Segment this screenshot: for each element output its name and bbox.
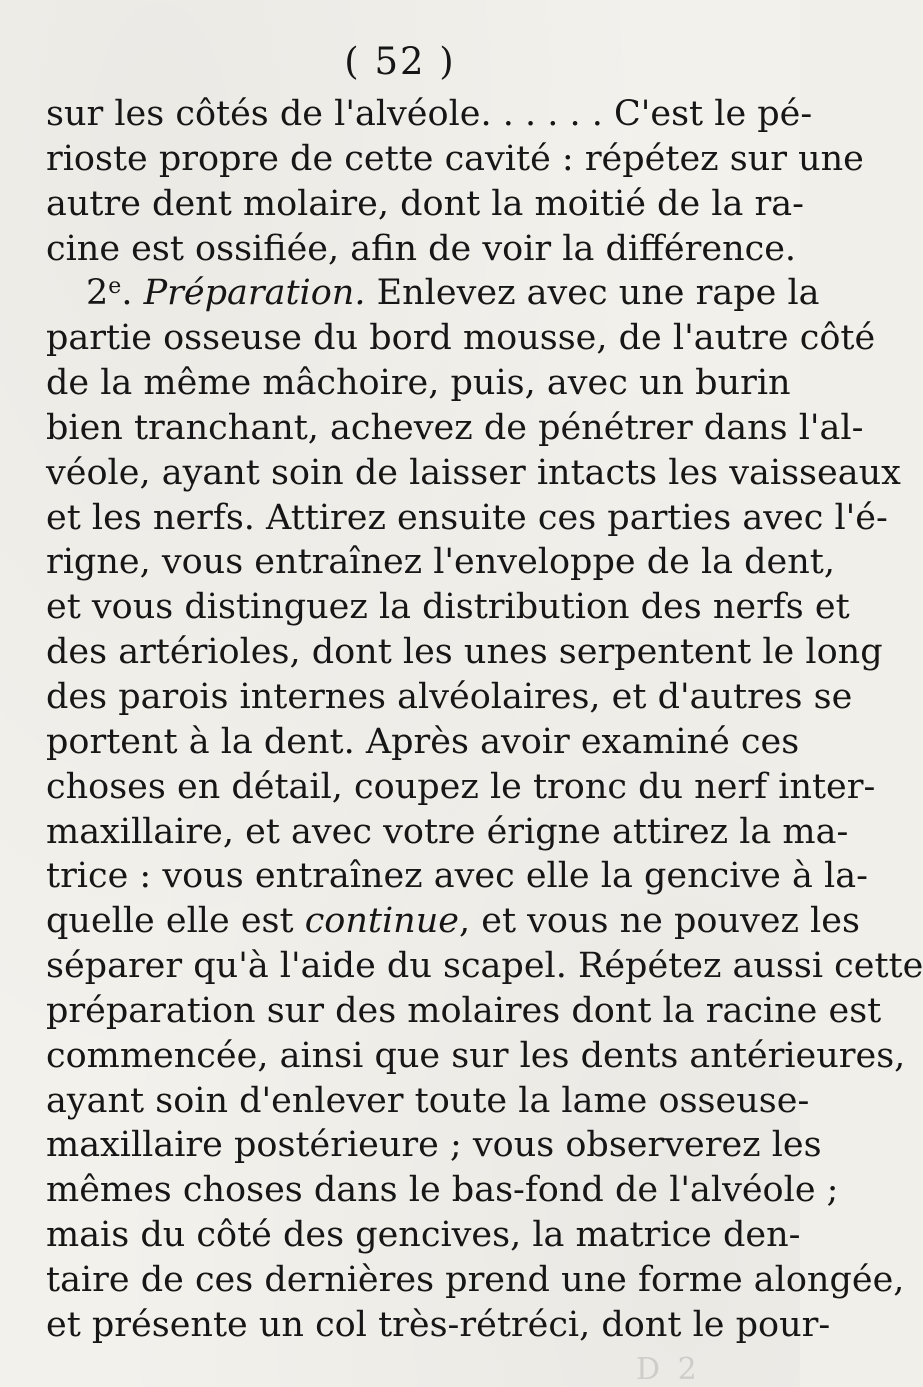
section-title: Préparation.	[143, 273, 366, 314]
section-number-dot: .	[121, 273, 133, 314]
text-line: de la même mâchoire, puis, avec un burin	[46, 363, 791, 404]
text-line: autre dent molaire, dont la moitié de la ra-	[46, 183, 804, 224]
text-line: maxillaire, et avec votre érigne attirez la ma-	[46, 811, 849, 852]
text-line-with-italic	[46, 899, 860, 944]
text-line: cine est ossifiée, afin de voir la différence.	[46, 228, 797, 269]
text-line: et vous distinguez la distribution des nerfs et	[46, 587, 850, 628]
text-line: et les nerfs. Attirez ensuite ces parties avec l'é-	[46, 497, 888, 538]
text-line: choses en détail, coupez le tronc du nerf inter-	[46, 766, 876, 807]
text-line: ayant soin d'enlever toute la lame osseuse-	[46, 1080, 810, 1121]
text-line: portent à la dent. Après avoir examiné ces	[46, 721, 800, 762]
text-line: commencée, ainsi que sur les dents antérieures,	[46, 1035, 906, 1076]
text-line: séparer qu'à l'aide du scapel. Répétez aussi cette	[46, 946, 923, 987]
page-number: ( 52 )	[344, 40, 456, 83]
section-heading-line	[46, 271, 820, 316]
text-line: sur les côtés de l'alvéole. . . . . . C'est le pé-	[46, 94, 813, 134]
text-fragment: quelle elle est	[46, 901, 305, 942]
body-text	[46, 92, 923, 1348]
text-line: et présente un col très-rétréci, dont le pour-	[46, 1304, 831, 1345]
text-line: des artérioles, dont les unes serpentent le long	[46, 632, 883, 673]
text-line: trice : vous entraînez avec elle la gencive à la-	[46, 856, 868, 897]
text-line: maxillaire postérieure ; vous observerez les	[46, 1125, 822, 1166]
text-fragment: , et vous ne pouvez les	[458, 901, 860, 942]
italic-word: continue	[304, 901, 459, 942]
text-line: bien tranchant, achevez de pénétrer dans l'al-	[46, 407, 864, 448]
section-number-suffix: e	[108, 274, 122, 300]
text-line: véole, ayant soin de laisser intacts les vaisseaux	[46, 452, 901, 493]
text-line: partie osseuse du bord mousse, de l'autre côté	[46, 318, 876, 359]
signature-mark: D 2	[636, 1352, 701, 1387]
text-line: taire de ces dernières prend une forme alongée,	[46, 1259, 905, 1300]
text-line: mêmes choses dans le bas-fond de l'alvéole ;	[46, 1170, 839, 1211]
text-line: mais du côté des gencives, la matrice den-	[46, 1215, 801, 1256]
text-line: des parois internes alvéolaires, et d'autres se	[46, 676, 853, 717]
text-line: rioste propre de cette cavité : répétez sur une	[46, 138, 864, 179]
text-line: préparation sur des molaires dont la racine est	[46, 990, 882, 1031]
text-line: rigne, vous entraînez l'enveloppe de la dent,	[46, 542, 835, 583]
section-text: Enlevez avec une rape la	[365, 273, 820, 314]
section-number: 2	[86, 273, 109, 314]
